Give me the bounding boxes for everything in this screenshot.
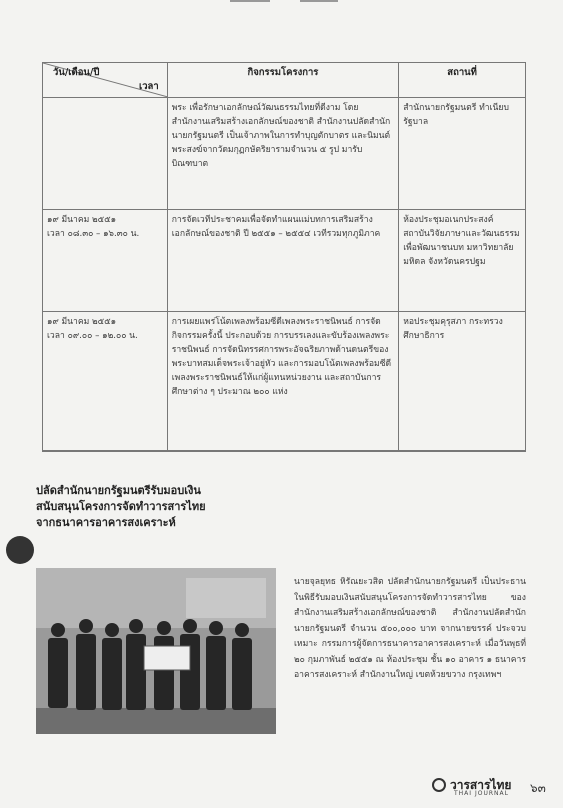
date-header: วัน/เดือน/ปี — [53, 67, 100, 78]
time-header: เวลา — [138, 81, 159, 92]
place-cell: ห้องประชุมอเนกประสงค์ สถาบันวิจัยภาษาและวัฒนธรรมเพื่อพัฒนาชนบท มหาวิทยาลัยมหิดล จังหวัดนครปฐม — [399, 210, 526, 312]
activity-cell: การเผยแพร่โน้ตเพลงพร้อมซีดีเพลงพระราชนิพนธ์ การจัดกิจกรรมครั้งนี้ ประกอบด้วย การบรรเลงและขับร้องเพลงพระราชนิพนธ์ การจัดนิทรรศการพระอัจฉริยภาพด้านดนตรีของพระบาทสมเด็จพระเจ้าอยู่หัว และการมอบโน้ตเพลงพร้อมซีดีเพลงพระราชนิพนธ์ให้แก่ผู้แทนหน่วยงาน และสถาบันการศึกษาต่าง ๆ ประมาณ ๒๐๐ แห่ง — [167, 312, 398, 452]
schedule-table — [42, 62, 526, 452]
table-row — [43, 98, 526, 210]
activity-header: กิจกรรมโครงการ — [167, 63, 398, 98]
logo-mark-icon — [432, 778, 446, 792]
page-number: ๖๓ — [530, 781, 546, 795]
place-header: สถานที่ — [399, 63, 526, 98]
article-body: นายจุลยุทธ หิรัณยะวสิต ปลัดสำนักนายกรัฐมนตรี เป็นประธานในพิธีรับมอบเงินสนับสนุนโครงการจัดทำวารสารไทย ของสำนักงานเสริมสร้างเอกลักษณ์ของชาติ สำนักงานปลัดสำนักนายกรัฐมนตรี จำนวน ๕๐๐,๐๐๐ บาท จากนายขรรค์ ประจวบเหมาะ กรรมการผู้จัดการธนาคารอาคารสงเคราะห์ เมื่อวันพุธที่ ๒๐ กุมภาพันธ์ ๒๕๕๑ ณ ห้องประชุม ชั้น ๑๐ อาคาร ๑ ธนาคารอาคารสงเคราะห์ สำนักงานใหญ่ เขตห้วยขวาง กรุงเทพฯ — [294, 577, 526, 680]
date-time-header — [43, 63, 168, 98]
table-row — [43, 210, 526, 312]
table-bottom-rule — [42, 450, 526, 451]
place-cell: หอประชุมคุรุสภา กระทรวงศึกษาธิการ — [399, 312, 526, 452]
ceremony-photo — [36, 568, 276, 734]
table-header-row — [43, 63, 526, 98]
activity-cell: พระ เพื่อรักษาเอกลักษณ์วัฒนธรรมไทยที่ดีงาม โดยสำนักงานเสริมสร้างเอกลักษณ์ของชาติ สำนักงานปลัดสำนักนายกรัฐมนตรี เป็นเจ้าภาพในการทำบุญตักบาตร และนิมนต์พระสงฆ์จากวัดมกุฏกษัตริยารามจำนวน ๕ รูป มารับบิณฑบาต — [167, 98, 398, 210]
logo-english: THAI JOURNAL — [454, 790, 509, 797]
date-cell — [43, 98, 168, 210]
journal-logo — [432, 776, 522, 798]
activity-cell: การจัดเวทีประชาคมเพื่อจัดทำแผนแม่บทการเสริมสร้างเอกลักษณ์ของชาติ ปี ๒๕๕๑ – ๒๕๕๔ เวทีรวมทุกภูมิภาค — [167, 210, 398, 312]
ceremony-photo-art — [36, 568, 276, 734]
article-heading: ปลัดสำนักนายกรัฐมนตรีรับมอบเงิน สนับสนุนโครงการจัดทำวารสารไทย จากธนาคารอาคารสงเคราะห์ — [36, 484, 206, 529]
section-bullet — [6, 536, 34, 564]
top-edge-marks — [230, 0, 340, 3]
date-cell: ๑๙ มีนาคม ๒๕๕๑ เวลา ๐๙.๐๐ – ๑๒.๐๐ น. — [43, 312, 168, 452]
table-row — [43, 312, 526, 452]
place-cell: สำนักนายกรัฐมนตรี ทำเนียบรัฐบาล — [399, 98, 526, 210]
date-cell: ๑๙ มีนาคม ๒๕๕๑ เวลา ๐๘.๓๐ – ๑๖.๓๐ น. — [43, 210, 168, 312]
logo-thai: วารสารไทย — [450, 778, 512, 792]
